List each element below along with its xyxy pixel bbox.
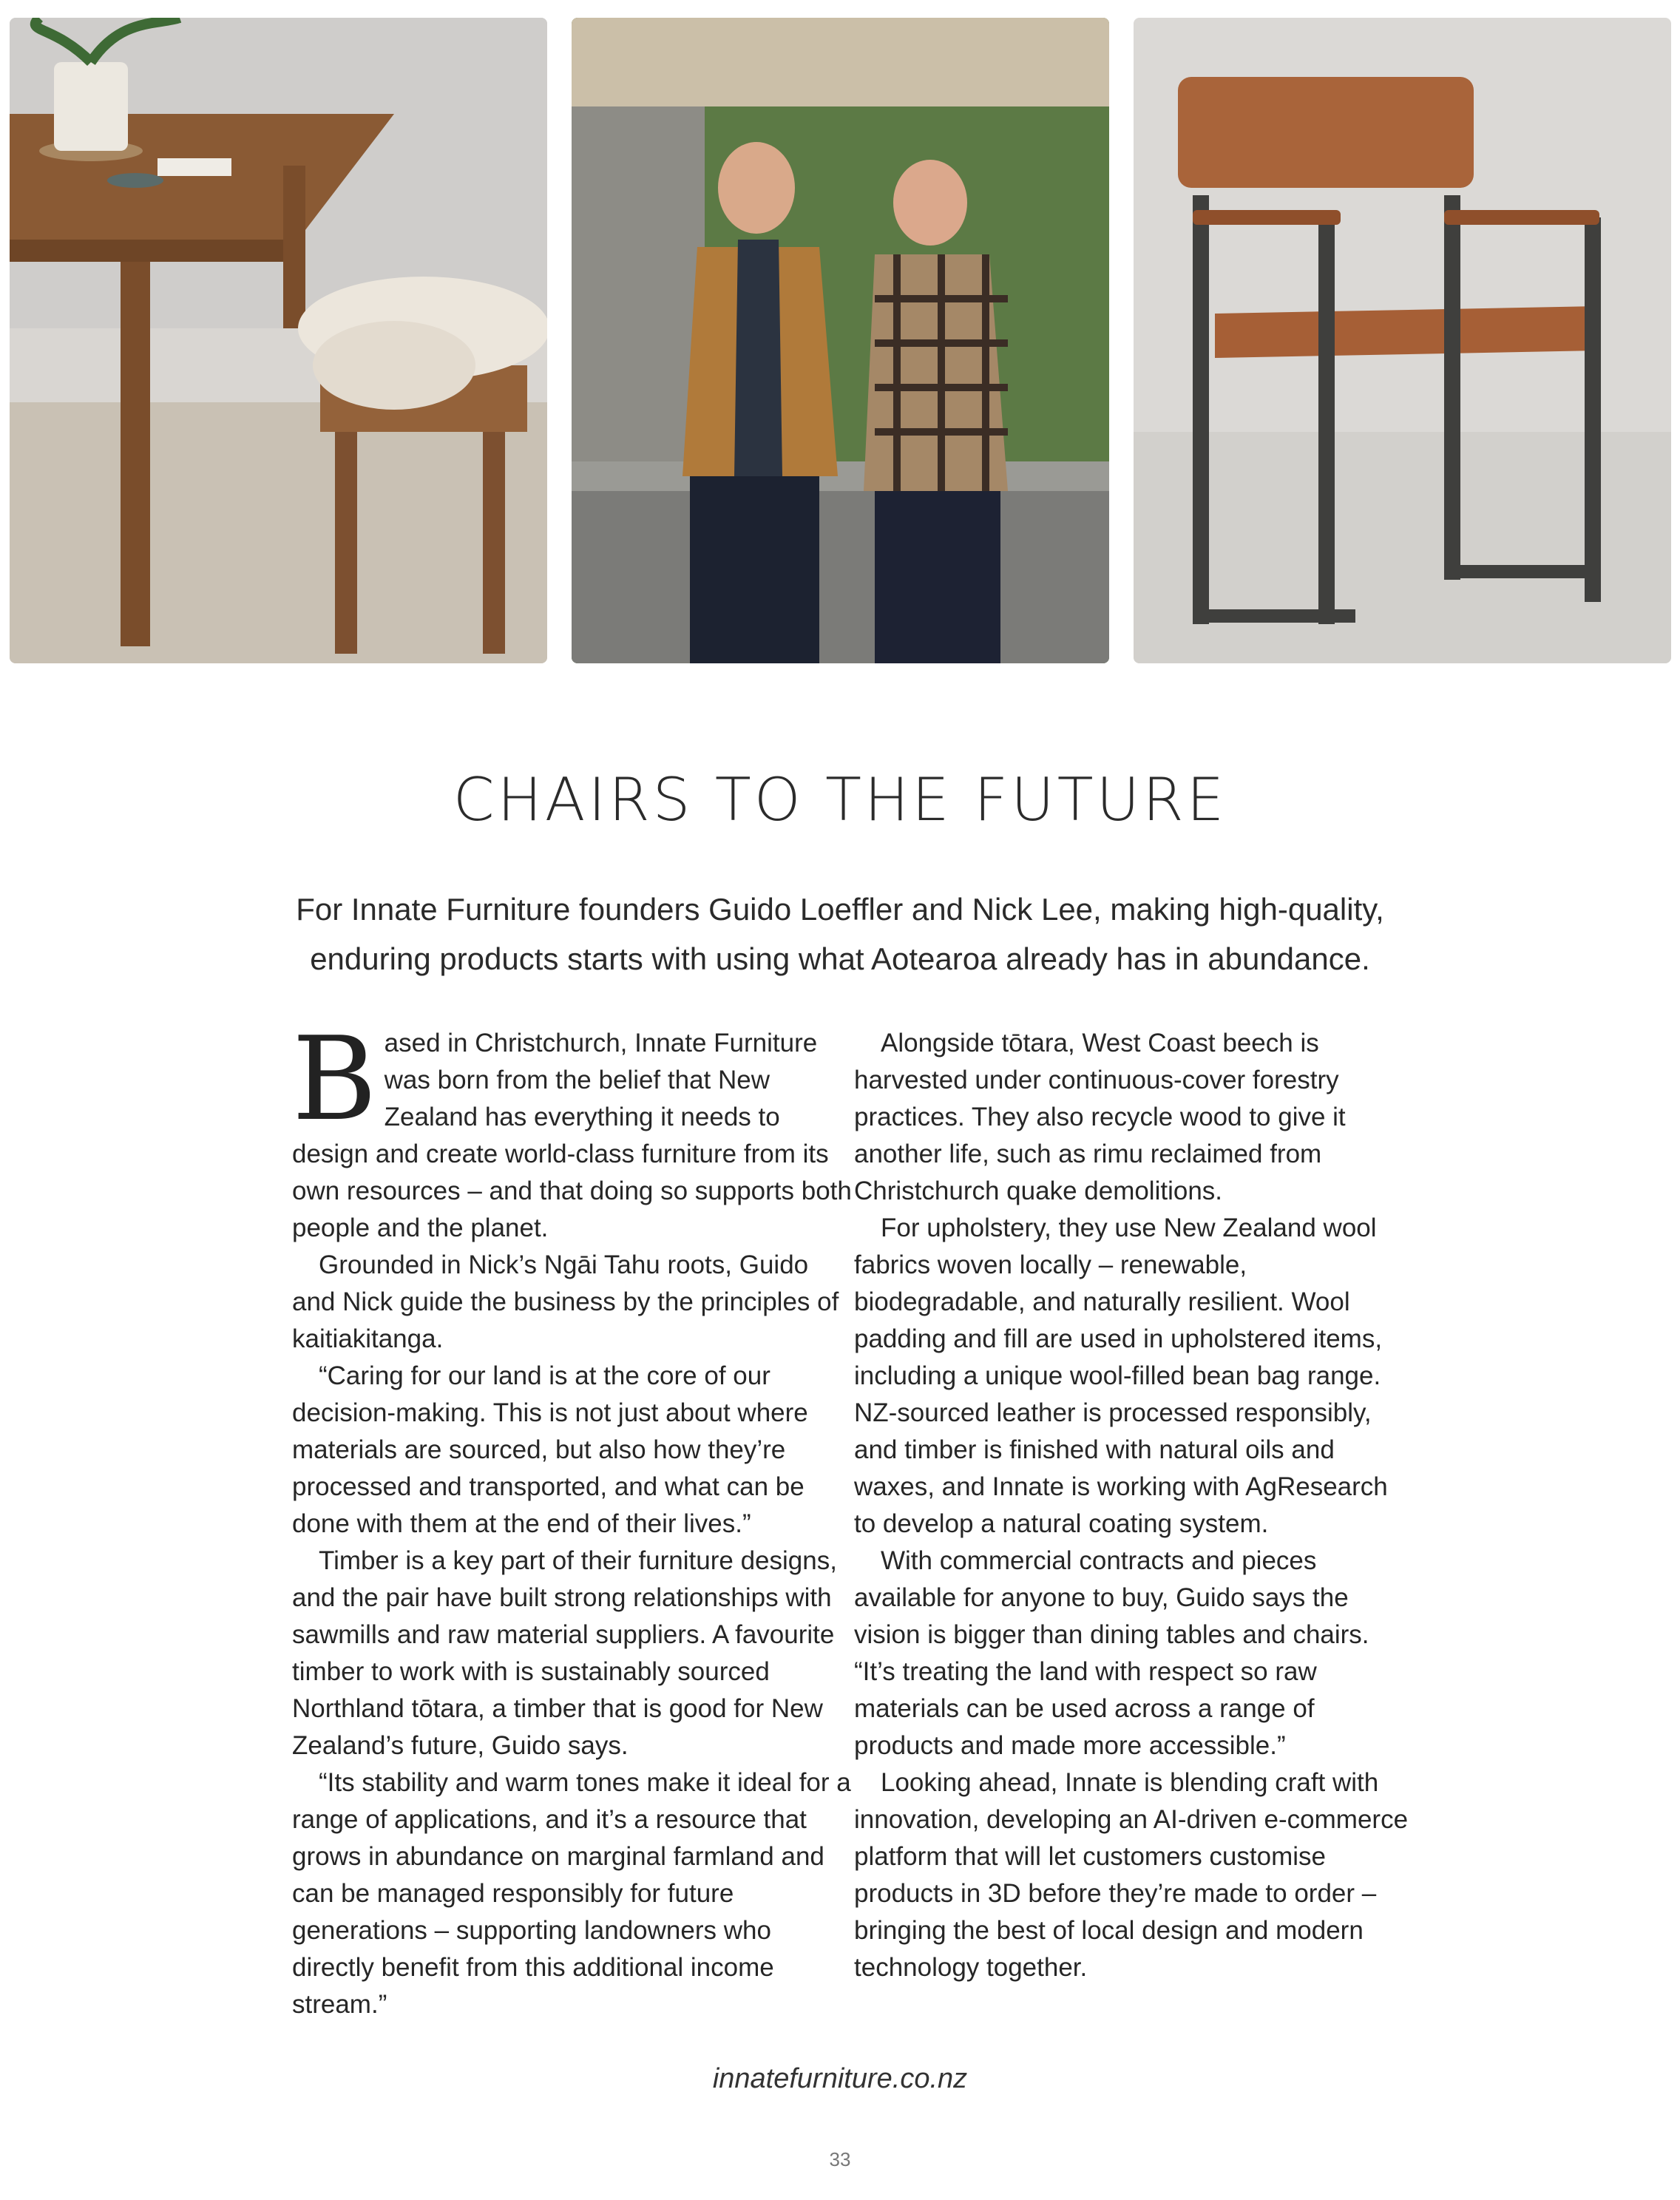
article-paragraph: “Caring for our land is at the core of our decision-making. This is not just about where materials are sourced, but also how they’re processed and transported, and what can be done with them at the end of their lives.” xyxy=(292,1361,808,1538)
article-paragraph: “Its stability and warm tones make it ideal for a range of applications, and it’s a resource that grows in abundance on marginal farmland and can be managed responsibly for future generations – supporting landowners who directly benefit from this additional income stream.” xyxy=(292,1768,851,2019)
article-paragraph: Grounded in Nick’s Ngāi Tahu roots, Guido and Nick guide the business by the principles of kaitiakitanga. xyxy=(292,1250,839,1353)
article-column-right xyxy=(854,1025,1416,1986)
dining-table-bench-photo xyxy=(10,18,547,663)
article-paragraph: With commercial contracts and pieces available for anyone to buy, Guido says the vision is bigger than dining tables and chairs. “It’s treating the land with respect so raw materials can be used across a range of products and made more accessible.” xyxy=(854,1546,1369,1760)
article-paragraph: For upholstery, they use New Zealand wool fabrics woven locally – renewable, biodegradable, and naturally resilient. Wool padding and fill are used in upholstered items, including a unique wool-filled bean bag range. NZ-sourced leather is processed responsibly, and timber is finished with natural oils and waxes, and Innate is working with AgResearch to develop a natural coating system. xyxy=(854,1214,1388,1538)
website-link[interactable]: innatefurniture.co.nz xyxy=(712,2063,968,2094)
article-standfirst: For Innate Furniture founders Guido Loeffler and Nick Lee, making high-quality, enduring products starts with using what Aotearoa already has in abundance. xyxy=(296,892,1384,976)
article-column-left xyxy=(292,1012,854,2023)
article-paragraph: Timber is a key part of their furniture designs, and the pair have built strong relationships with sawmills and raw material suppliers. A favourite timber to work with is sustainably sourced Northland tōtara, a timber that is good for New Zealand’s future, Guido says. xyxy=(292,1546,837,1760)
leather-armchair-photo xyxy=(1134,18,1671,663)
founders-portrait-photo xyxy=(572,18,1109,663)
article-paragraph: Alongside tōtara, West Coast beech is harvested under continuous-cover forestry practices. They also recycle wood to give it another life, such as rimu reclaimed from Christchurch quake demolitions. xyxy=(854,1029,1346,1205)
article-paragraph xyxy=(292,1012,854,1247)
article-paragraph-text: ased in Christchurch, Innate Furniture was born from the belief that New Zealand has everything it needs to design and create world-class furniture from its own resources – and that doing so supports both people and the planet. xyxy=(292,1029,852,1242)
page-number: 33 xyxy=(829,2148,851,2170)
drop-cap: B xyxy=(292,1012,377,1146)
article-paragraph: Looking ahead, Innate is blending craft with innovation, developing an AI-driven e-commerce platform that will let customers customise products in 3D before they’re made to order – bringing the best of local design and modern technology together. xyxy=(854,1768,1409,1982)
article-headline: CHAIRS TO THE FUTURE xyxy=(453,765,1227,834)
